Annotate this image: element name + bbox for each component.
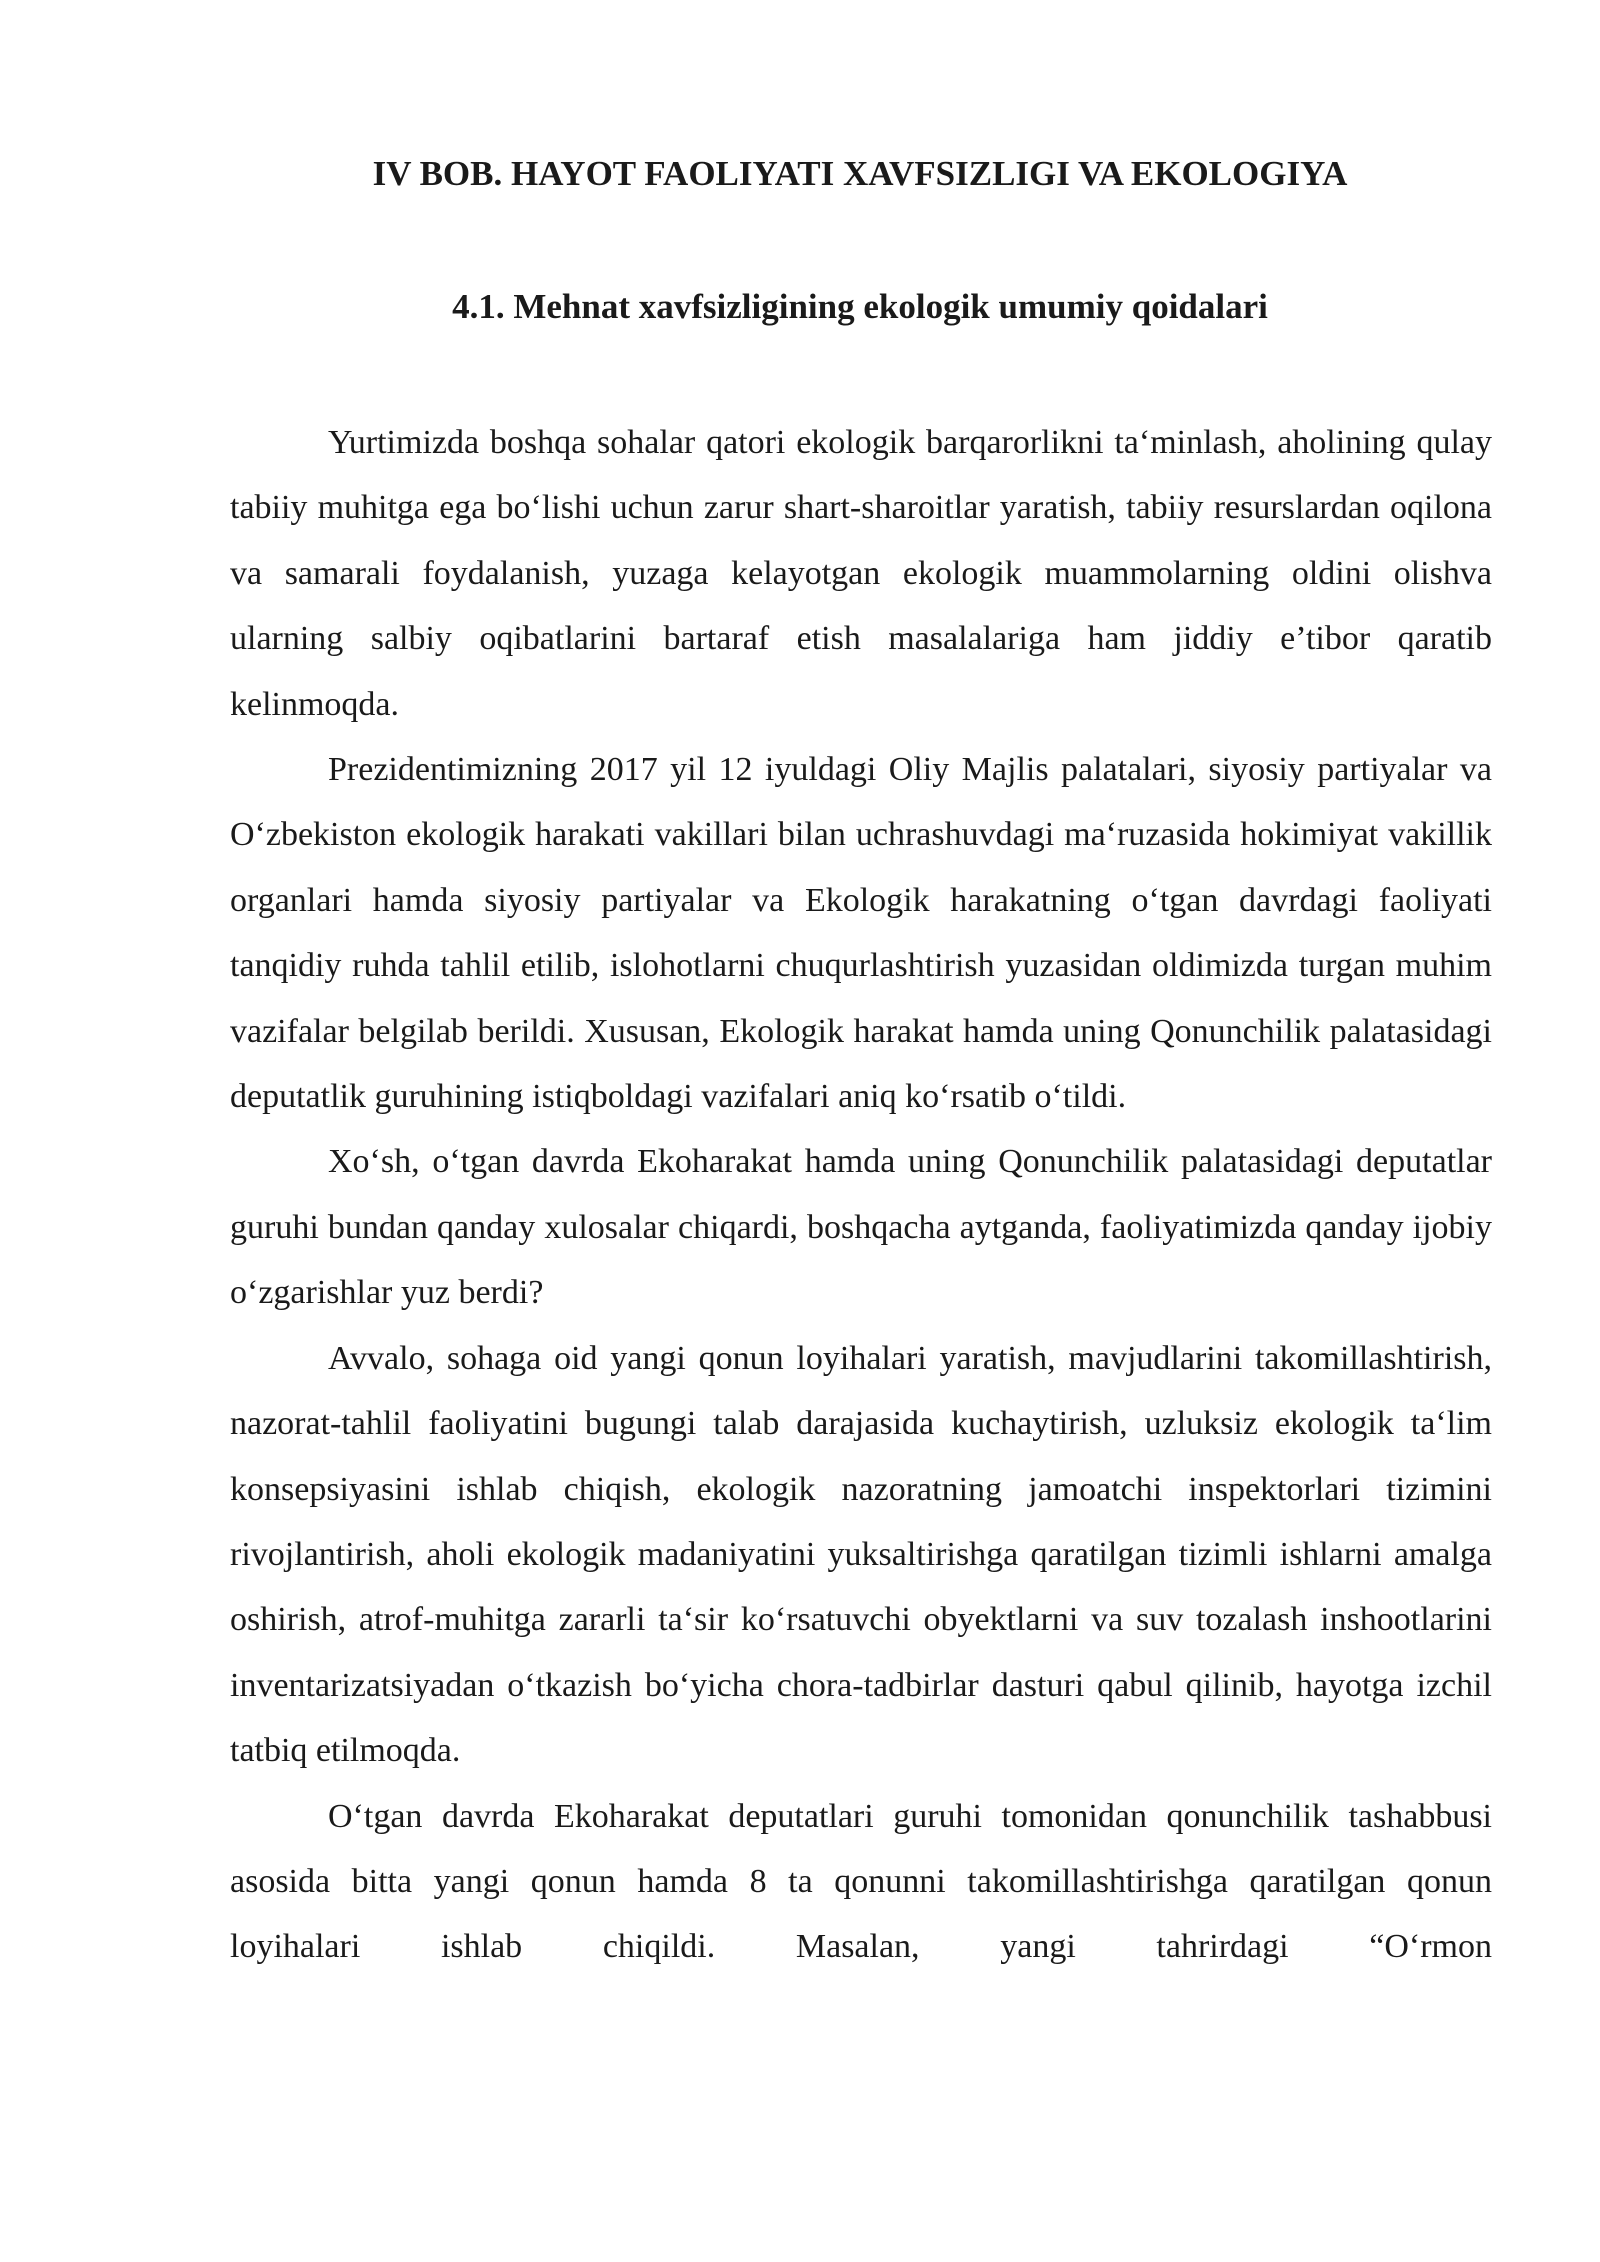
body-text [230, 410, 1492, 1980]
paragraph-3: Xo‘sh, o‘tgan davrda Ekoharakat hamda uning Qonunchilik palatasidagi deputatlar guruhi bundan qanday xulosalar chiqardi, boshqacha aytganda, faoliyatimizda qanday ijobiy o‘zgarishlar yuz berdi? [230, 1143, 1492, 1312]
paragraph-5: O‘tgan davrda Ekoharakat deputatlari guruhi tomonidan qonunchilik tashabbusi asosida bitta yangi qonun hamda 8 ta qonunni takomillashtirishga qaratilgan qonun loyihalari ishlab chiqildi. Masalan, yangi tahrirdagi “O‘rmon [230, 1797, 1492, 1966]
paragraph-4: Avvalo, sohaga oid yangi qonun loyihalari yaratish, mavjudlarini takomillashtirish, nazorat-tahlil faoliyatini bugungi talab darajasida kuchaytirish, uzluksiz ekologik ta‘lim konsepsiyasini ishlab chiqish, ekologik nazoratning jamoatchi inspektorlari tizimini rivojlantirish, aholi ekologik madaniyatini yuksaltirishga qaratilgan tizimli ishlarni amalga oshirish, atrof-muhitga zararli ta‘sir ko‘rsatuvchi obyektlarni va suv tozalash inshootlarini inventarizatsiyadan o‘tkazish bo‘yicha chora-tadbirlar dasturi qabul qilinib, hayotga izchil tatbiq etilmoqda. [230, 1339, 1492, 1770]
section-title: 4.1. Mehnat xavfsizligining ekologik umumiy qoidalari [452, 287, 1268, 326]
paragraph-2: Prezidentimizning 2017 yil 12 iyuldagi Oliy Majlis palatalari, siyosiy partiyalar va O‘zbekiston ekologik harakati vakillari bilan uchrashuvdagi ma‘ruzasida hokimiyat vakillik organlari hamda siyosiy partiyalar va Ekologik harakatning o‘tgan davrdagi faoliyati tanqidiy ruhda tahlil etilib, islohotlarni chuqurlashtirish yuzasidan oldimizda turgan muhim vazifalar belgilab berildi. Xususan, Ekologik harakat hamda uning Qonunchilik palatasidagi deputatlik guruhining istiqboldagi vazifalari aniq ko‘rsatib o‘tildi. [230, 751, 1492, 1116]
paragraph-1: Yurtimizda boshqa sohalar qatori ekologik barqarorlikni ta‘minlash, aholining qulay tabiiy muhitga ega bo‘lishi uchun zarur shart-sharoitlar yaratish, tabiiy resurslardan oqilona va samarali foydalanish, yuzaga kelayotgan ekologik muammolarning oldini olishva ularning salbiy oqibatlarini bartaraf etish masalalariga ham jiddiy e’tibor qaratib kelinmoqda. [230, 424, 1492, 723]
chapter-title: IV BOB. HAYOT FAOLIYATI XAVFSIZLIGI VA EKOLOGIYA [372, 154, 1348, 193]
